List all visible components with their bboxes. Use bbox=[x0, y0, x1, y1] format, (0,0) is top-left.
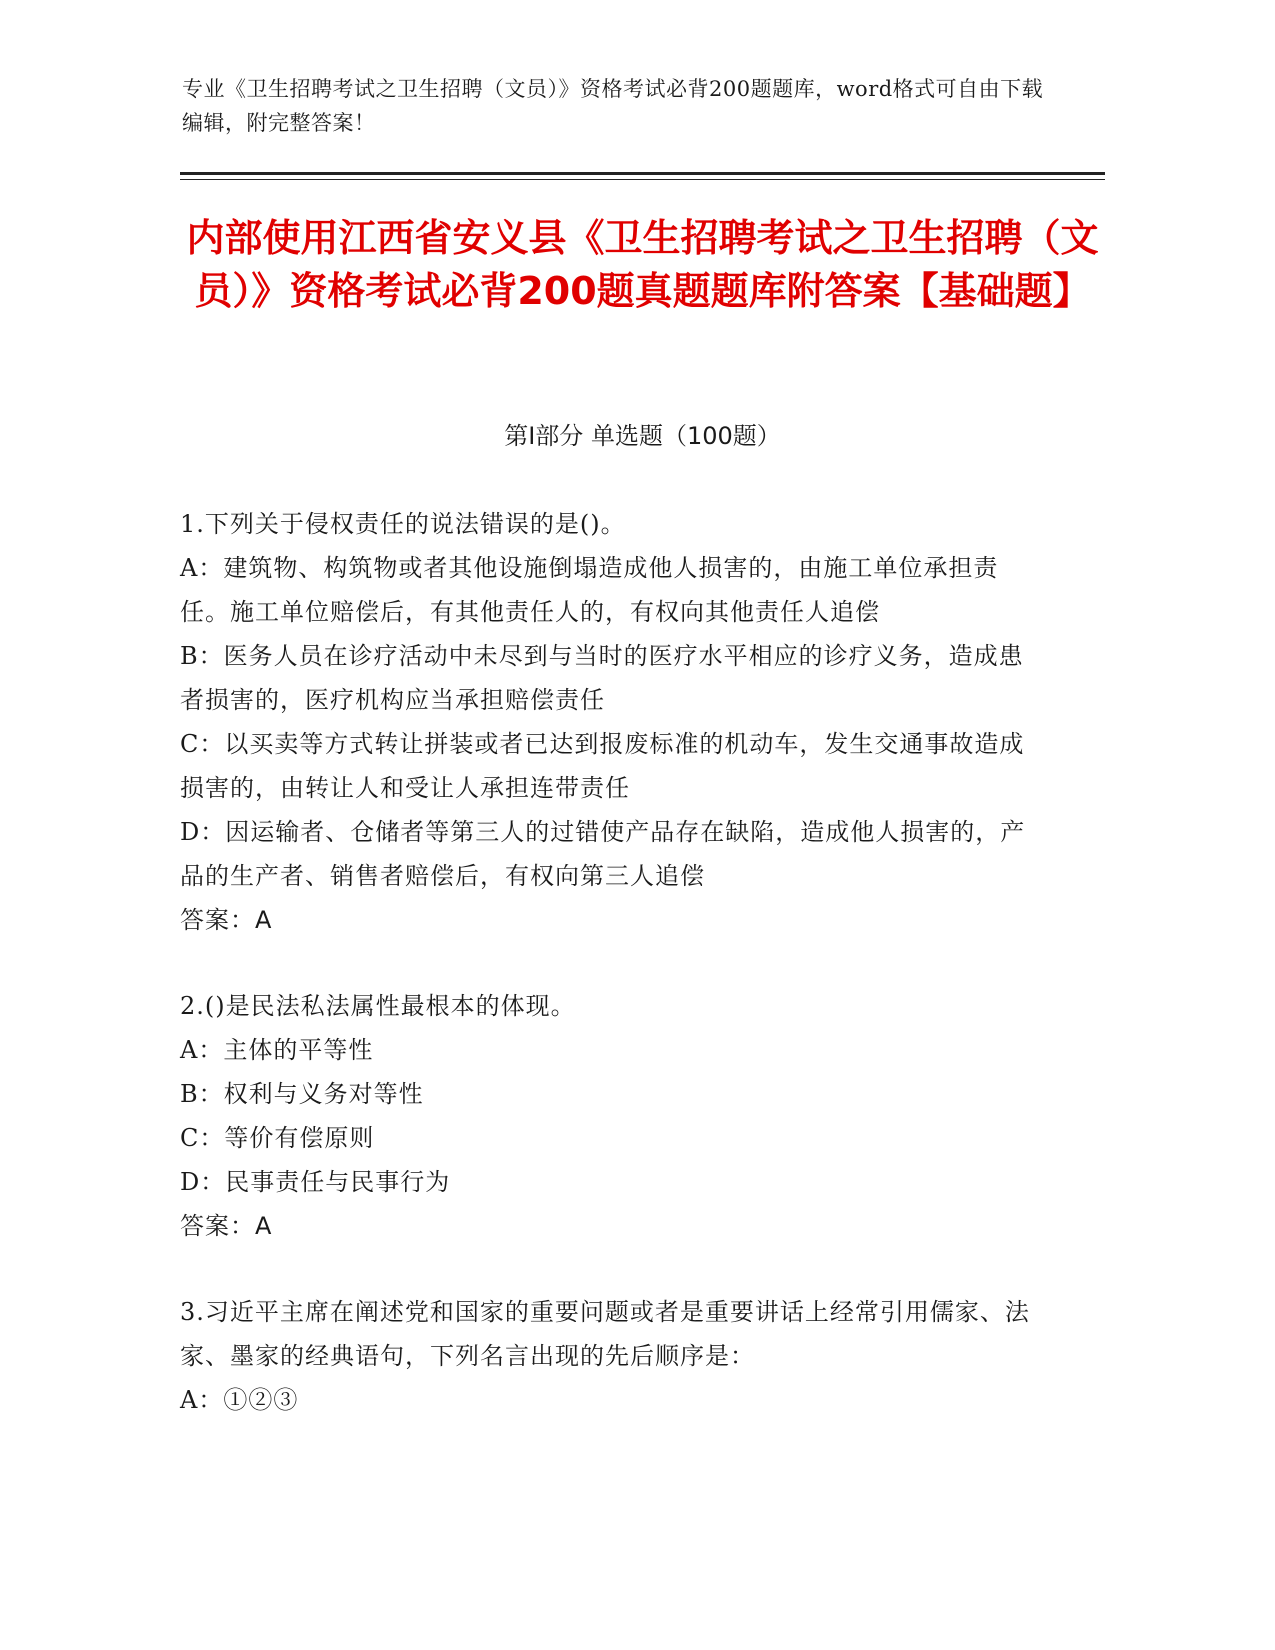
question-stem: 1.下列关于侵权责任的说法错误的是()。 bbox=[180, 510, 626, 538]
header-note: 专业《卫生招聘考试之卫生招聘（文员）》资格考试必背200题题库，word格式可自由下载编辑，附完整答案！ bbox=[182, 77, 1044, 135]
option-c: C：等价有偿原则 bbox=[180, 1124, 375, 1152]
document-title: 内部使用江西省安义县《卫生招聘考试之卫生招聘（文员）》资格考试必背200题真题题库附答案【基础题】 bbox=[186, 216, 1099, 313]
option-d: D：民事责任与民事行为 bbox=[180, 1168, 451, 1196]
option-a: A：①②③ bbox=[180, 1386, 299, 1414]
question-spacer bbox=[180, 942, 1040, 984]
question-2 bbox=[180, 984, 1040, 1248]
question-1 bbox=[180, 502, 1040, 942]
question-stem: 2.()是民法私法属性最根本的体现。 bbox=[180, 992, 576, 1020]
question-3 bbox=[180, 1290, 1040, 1422]
answer-label: 答案：A bbox=[180, 906, 273, 934]
question-spacer bbox=[180, 1248, 1040, 1290]
question-list bbox=[180, 502, 1040, 1422]
header-divider-thin bbox=[180, 179, 1105, 180]
option-b: B：权利与义务对等性 bbox=[180, 1080, 424, 1108]
option-d: D：因运输者、仓储者等第三人的过错使产品存在缺陷，造成他人损害的，产品的生产者、销售者赔偿后，有权向第三人追偿 bbox=[180, 818, 1026, 890]
option-a: A：建筑物、构筑物或者其他设施倒塌造成他人损害的，由施工单位承担责任。施工单位赔偿后，有其他责任人的，有权向其他责任人追偿 bbox=[180, 554, 999, 626]
option-a: A：主体的平等性 bbox=[180, 1036, 374, 1064]
option-c: C：以买卖等方式转让拼装或者已达到报废标准的机动车，发生交通事故造成损害的，由转让人和受让人承担连带责任 bbox=[180, 730, 1025, 802]
question-stem: 3.习近平主席在阐述党和国家的重要问题或者是重要讲话上经常引用儒家、法家、墨家的经典语句，下列名言出现的先后顺序是： bbox=[180, 1298, 1030, 1370]
option-b: B：医务人员在诊疗活动中未尽到与当时的医疗水平相应的诊疗义务，造成患者损害的，医疗机构应当承担赔偿责任 bbox=[180, 642, 1024, 714]
answer-label: 答案：A bbox=[180, 1212, 273, 1240]
section-title: 第Ⅰ部分 单选题（100题） bbox=[504, 422, 781, 450]
header-divider-thick bbox=[180, 172, 1105, 175]
